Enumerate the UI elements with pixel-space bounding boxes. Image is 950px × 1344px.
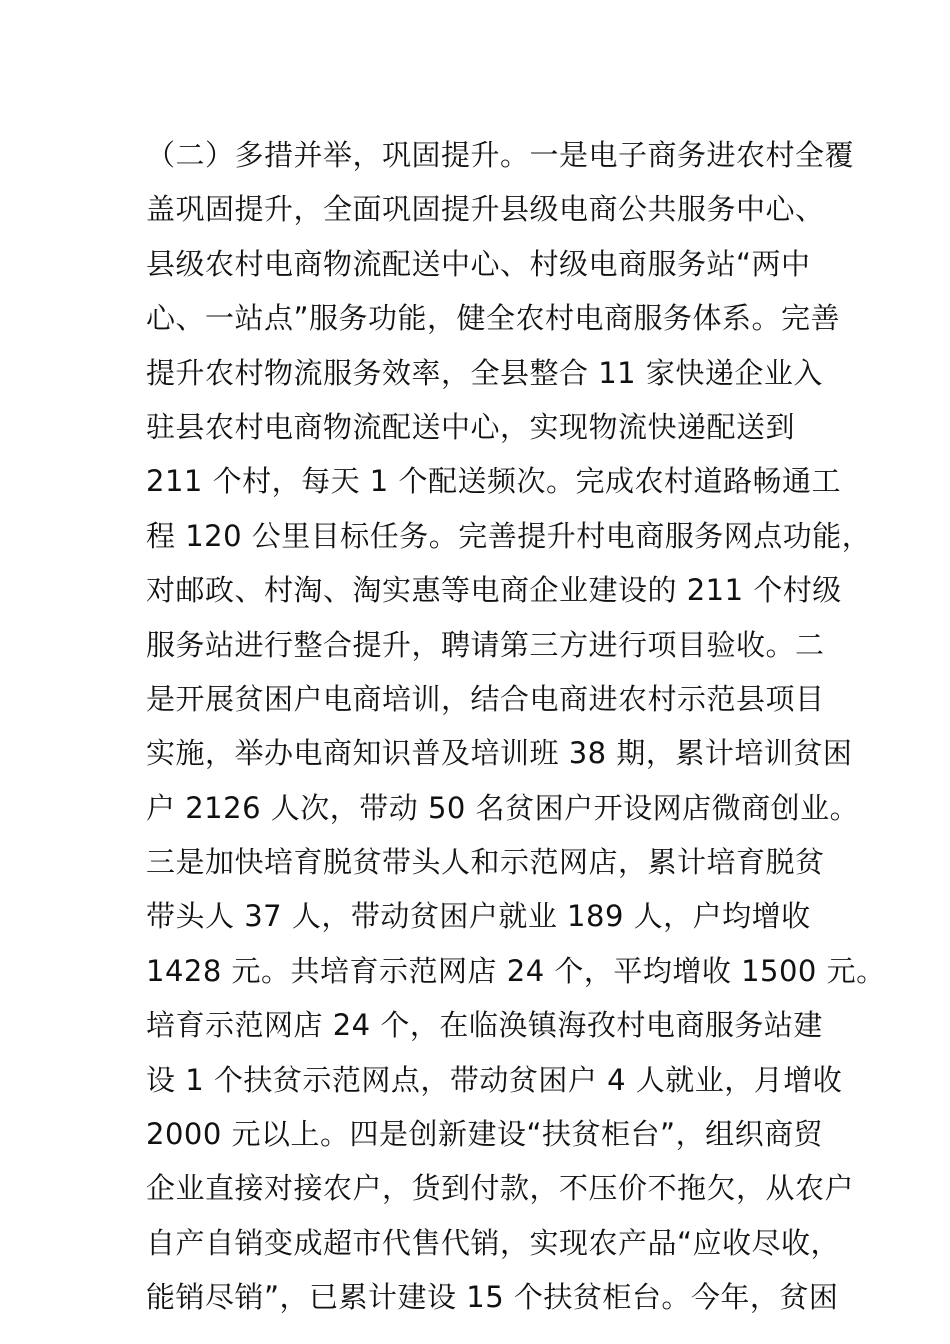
text-line: 心、一站点”服务功能，健全农村电商服务体系。完善 [146,301,841,336]
text-line: 企业直接对接农户，货到付款，不压价不拖欠，从农户 [146,1171,855,1206]
text-line: 盖巩固提升，全面巩固提升县级电商公共服务中心、 [146,192,825,227]
text-line: 2000 元以上。四是创新建设“扶贫柜台”，组织商贸 [146,1117,824,1152]
text-line: 设 1 个扶贫示范网点，带动贫困户 4 人就业，月增收 [146,1062,843,1097]
text-line: 能销尽销”，已累计建设 15 个扶贫柜台。今年，贫困 [146,1280,839,1315]
text-line: 驻县农村电商物流配送中心，实现物流快递配送到 [146,409,796,444]
text-line: 程 120 公里目标任务。完善提升村电商服务网点功能， [146,518,872,553]
text-line: 211 个村，每天 1 个配送频次。完成农村道路畅通工 [146,464,841,499]
body-paragraph [146,128,886,1325]
text-line: 提升农村物流服务效率，全县整合 11 家快递企业入 [146,355,823,390]
text-line: 1428 元。共培育示范网店 24 个，平均增收 1500 元。 [146,953,886,988]
text-line: 对邮政、村淘、淘实惠等电商企业建设的 211 个村级 [146,573,842,608]
text-line: 实施，举办电商知识普及培训班 38 期，累计培训贫困 [146,736,853,771]
text-line: 三是加快培育脱贫带头人和示范网店，累计培育脱贫 [146,845,825,880]
text-line: 自产自销变成超市代售代销，实现农产品“应收尽收， [146,1225,841,1260]
text-line: 服务站进行整合提升，聘请第三方进行项目验收。二 [146,627,825,662]
text-line: 县级农村电商物流配送中心、村级电商服务站“两中 [146,246,811,281]
text-line: 培育示范网店 24 个，在临涣镇海孜村电商服务站建 [146,1008,823,1043]
text-line: 是开展贫困户电商培训，结合电商进农村示范县项目 [146,681,825,716]
text-line: （二）多措并举，巩固提升。一是电子商务进农村全覆 [146,138,855,172]
text-line: 户 2126 人次，带动 50 名贫困户开设网店微商创业。 [146,790,860,825]
text-line: 带头人 37 人，带动贫困户就业 189 人，户均增收 [146,899,811,934]
